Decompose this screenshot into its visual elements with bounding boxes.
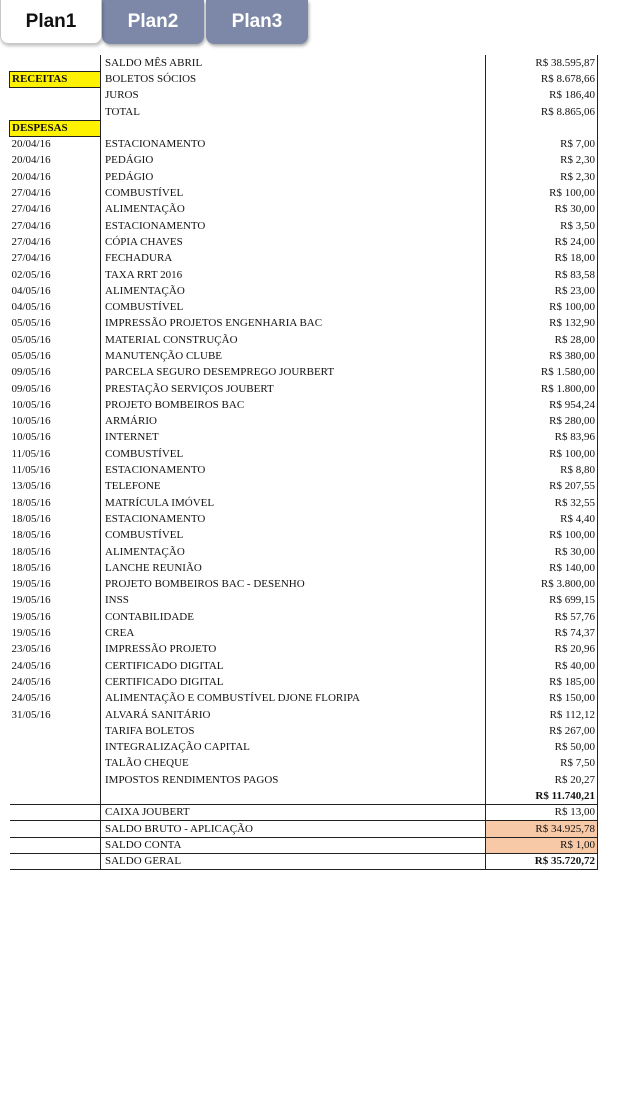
date-cell[interactable]: 18/05/16 <box>10 511 101 527</box>
date-cell[interactable]: 11/05/16 <box>10 462 101 478</box>
amount-cell[interactable]: R$ 83,96 <box>486 430 598 446</box>
date-cell[interactable]: 24/05/16 <box>10 691 101 707</box>
description-cell[interactable]: IMPRESSÃO PROJETO <box>101 642 486 658</box>
date-cell[interactable]: 04/05/16 <box>10 283 101 299</box>
amount-cell[interactable]: R$ 30,00 <box>486 544 598 560</box>
description-cell[interactable]: PEDÁGIO <box>101 169 486 185</box>
date-cell[interactable] <box>10 723 101 739</box>
description-cell[interactable]: ESTACIONAMENTO <box>101 136 486 152</box>
table-row <box>10 251 598 267</box>
date-cell[interactable]: 24/05/16 <box>10 658 101 674</box>
tab-plan1[interactable]: Plan1 <box>0 0 102 44</box>
table-row <box>10 560 598 576</box>
description-cell[interactable]: LANCHE REUNIÃO <box>101 560 486 576</box>
table-row <box>10 446 598 462</box>
amount-cell[interactable]: R$ 280,00 <box>486 414 598 430</box>
amount-cell[interactable]: R$ 267,00 <box>486 723 598 739</box>
table-row <box>10 55 598 71</box>
date-cell[interactable]: 20/04/16 <box>10 153 101 169</box>
date-cell[interactable] <box>10 55 101 71</box>
amount-cell[interactable]: R$ 32,55 <box>486 495 598 511</box>
amount-cell[interactable]: R$ 8,80 <box>486 462 598 478</box>
date-cell[interactable]: 05/05/16 <box>10 332 101 348</box>
amount-cell[interactable]: R$ 8.678,66 <box>486 71 598 87</box>
date-cell[interactable]: 24/05/16 <box>10 674 101 690</box>
amount-cell[interactable]: R$ 50,00 <box>486 739 598 755</box>
table-row <box>10 593 598 609</box>
table-row <box>10 479 598 495</box>
description-cell[interactable]: CONTABILIDADE <box>101 609 486 625</box>
description-cell[interactable]: ALIMENTAÇÃO <box>101 283 486 299</box>
description-cell[interactable]: SALDO GERAL <box>101 854 486 870</box>
date-cell[interactable]: 09/05/16 <box>10 365 101 381</box>
amount-cell[interactable]: R$ 100,00 <box>486 528 598 544</box>
balance-table <box>9 55 598 870</box>
date-cell[interactable]: 23/05/16 <box>10 642 101 658</box>
amount-cell[interactable]: R$ 1.800,00 <box>486 381 598 397</box>
table-row <box>10 365 598 381</box>
date-cell[interactable] <box>10 739 101 755</box>
table-row <box>10 185 598 201</box>
table-row <box>10 88 598 104</box>
description-cell[interactable]: PEDÁGIO <box>101 153 486 169</box>
description-cell[interactable]: TOTAL <box>101 104 486 120</box>
amount-cell[interactable]: R$ 2,30 <box>486 169 598 185</box>
table-row <box>10 805 598 821</box>
table-row <box>10 756 598 772</box>
table-row <box>10 658 598 674</box>
table-row <box>10 723 598 739</box>
amount-cell[interactable]: R$ 4,40 <box>486 511 598 527</box>
amount-cell[interactable]: R$ 1,00 <box>486 837 598 853</box>
description-cell[interactable]: ALIMENTAÇÃO <box>101 544 486 560</box>
description-cell[interactable]: COMBUSTÍVEL <box>101 299 486 315</box>
table-row <box>10 104 598 120</box>
date-cell[interactable]: 05/05/16 <box>10 348 101 364</box>
table-row <box>10 299 598 315</box>
description-cell[interactable]: MATRÍCULA IMÓVEL <box>101 495 486 511</box>
amount-cell[interactable]: R$ 28,00 <box>486 332 598 348</box>
amount-cell[interactable]: R$ 112,12 <box>486 707 598 723</box>
amount-cell[interactable]: R$ 30,00 <box>486 202 598 218</box>
description-cell[interactable]: INTEGRALIZAÇÃO CAPITAL <box>101 739 486 755</box>
amount-cell[interactable]: R$ 7,50 <box>486 756 598 772</box>
date-cell[interactable] <box>10 88 101 104</box>
amount-cell[interactable]: R$ 699,15 <box>486 593 598 609</box>
amount-cell[interactable]: R$ 186,40 <box>486 88 598 104</box>
amount-cell[interactable]: R$ 207,55 <box>486 479 598 495</box>
amount-cell[interactable]: R$ 57,76 <box>486 609 598 625</box>
date-cell[interactable]: 04/05/16 <box>10 299 101 315</box>
amount-cell[interactable]: R$ 100,00 <box>486 185 598 201</box>
date-cell[interactable]: DESPESAS <box>10 120 101 136</box>
table-row <box>10 511 598 527</box>
date-cell[interactable]: 27/04/16 <box>10 251 101 267</box>
date-cell[interactable]: 18/05/16 <box>10 528 101 544</box>
description-cell[interactable]: INTERNET <box>101 430 486 446</box>
table-row <box>10 528 598 544</box>
description-cell[interactable]: SALDO MÊS ABRIL <box>101 55 486 71</box>
description-cell[interactable]: CREA <box>101 625 486 641</box>
amount-cell[interactable]: R$ 38.595,87 <box>486 55 598 71</box>
date-cell[interactable] <box>10 104 101 120</box>
amount-cell[interactable]: R$ 24,00 <box>486 234 598 250</box>
table-row <box>10 136 598 152</box>
table-row <box>10 153 598 169</box>
date-cell[interactable]: 19/05/16 <box>10 577 101 593</box>
table-row <box>10 169 598 185</box>
table-row <box>10 332 598 348</box>
description-cell[interactable] <box>101 120 486 136</box>
date-cell[interactable]: 19/05/16 <box>10 625 101 641</box>
description-cell[interactable]: JUROS <box>101 88 486 104</box>
table-row <box>10 821 598 837</box>
amount-cell[interactable] <box>486 120 598 136</box>
amount-cell[interactable]: R$ 8.865,06 <box>486 104 598 120</box>
description-cell[interactable]: PRESTAÇÃO SERVIÇOS JOUBERT <box>101 381 486 397</box>
amount-cell[interactable]: R$ 7,00 <box>486 136 598 152</box>
date-cell[interactable]: 05/05/16 <box>10 316 101 332</box>
table-row <box>10 625 598 641</box>
date-cell[interactable]: 27/04/16 <box>10 202 101 218</box>
amount-cell[interactable]: R$ 100,00 <box>486 299 598 315</box>
date-cell[interactable]: 13/05/16 <box>10 479 101 495</box>
date-cell[interactable]: 09/05/16 <box>10 381 101 397</box>
spreadsheet-grid <box>9 55 598 870</box>
table-row <box>10 495 598 511</box>
description-cell[interactable]: ALIMENTAÇÃO E COMBUSTÍVEL DJONE FLORIPA <box>101 691 486 707</box>
table-row <box>10 642 598 658</box>
date-cell[interactable]: 19/05/16 <box>10 593 101 609</box>
amount-cell[interactable]: R$ 3.800,00 <box>486 577 598 593</box>
amount-cell[interactable]: R$ 140,00 <box>486 560 598 576</box>
date-cell[interactable]: 19/05/16 <box>10 609 101 625</box>
description-cell[interactable]: MATERIAL CONSTRUÇÃO <box>101 332 486 348</box>
description-cell[interactable]: CÓPIA CHAVES <box>101 234 486 250</box>
amount-cell[interactable]: R$ 83,58 <box>486 267 598 283</box>
table-row <box>10 348 598 364</box>
date-cell[interactable]: 18/05/16 <box>10 560 101 576</box>
table-row <box>10 739 598 755</box>
table-row <box>10 609 598 625</box>
sheet-tab-bar <box>0 0 618 46</box>
date-cell[interactable] <box>10 772 101 788</box>
description-cell[interactable]: SALDO BRUTO - APLICAÇÃO <box>101 821 486 837</box>
description-cell[interactable]: ESTACIONAMENTO <box>101 511 486 527</box>
description-cell[interactable]: ALIMENTAÇÃO <box>101 202 486 218</box>
amount-cell[interactable]: R$ 18,00 <box>486 251 598 267</box>
table-row <box>10 218 598 234</box>
date-cell[interactable]: 10/05/16 <box>10 397 101 413</box>
date-cell[interactable] <box>10 837 101 853</box>
description-cell[interactable]: COMBUSTÍVEL <box>101 446 486 462</box>
description-cell[interactable]: CERTIFICADO DIGITAL <box>101 658 486 674</box>
table-row <box>10 202 598 218</box>
description-cell[interactable]: IMPOSTOS RENDIMENTOS PAGOS <box>101 772 486 788</box>
description-cell[interactable]: MANUTENÇÃO CLUBE <box>101 348 486 364</box>
description-cell[interactable]: ARMÁRIO <box>101 414 486 430</box>
description-cell[interactable]: COMBUSTÍVEL <box>101 185 486 201</box>
table-row <box>10 414 598 430</box>
table-row <box>10 837 598 853</box>
description-cell[interactable] <box>101 788 486 804</box>
description-cell[interactable]: ESTACIONAMENTO <box>101 462 486 478</box>
table-row <box>10 854 598 870</box>
date-cell[interactable] <box>10 788 101 804</box>
table-row <box>10 577 598 593</box>
date-cell[interactable] <box>10 821 101 837</box>
amount-cell[interactable]: R$ 23,00 <box>486 283 598 299</box>
date-cell[interactable] <box>10 854 101 870</box>
amount-cell[interactable]: R$ 954,24 <box>486 397 598 413</box>
table-row <box>10 316 598 332</box>
date-cell[interactable]: 20/04/16 <box>10 136 101 152</box>
table-row <box>10 674 598 690</box>
table-row <box>10 772 598 788</box>
description-cell[interactable]: SALDO CONTA <box>101 837 486 853</box>
date-cell[interactable]: 11/05/16 <box>10 446 101 462</box>
date-cell[interactable]: 27/04/16 <box>10 234 101 250</box>
date-cell[interactable]: 27/04/16 <box>10 185 101 201</box>
table-row <box>10 267 598 283</box>
date-cell[interactable]: 02/05/16 <box>10 267 101 283</box>
description-cell[interactable]: TELEFONE <box>101 479 486 495</box>
table-row <box>10 707 598 723</box>
description-cell[interactable]: BOLETOS SÓCIOS <box>101 71 486 87</box>
description-cell[interactable]: TARIFA BOLETOS <box>101 723 486 739</box>
table-row <box>10 462 598 478</box>
description-cell[interactable]: COMBUSTÍVEL <box>101 528 486 544</box>
description-cell[interactable]: PROJETO BOMBEIROS BAC <box>101 397 486 413</box>
amount-cell[interactable]: R$ 20,27 <box>486 772 598 788</box>
date-cell[interactable]: 18/05/16 <box>10 544 101 560</box>
amount-cell[interactable]: R$ 2,30 <box>486 153 598 169</box>
tab-plan3[interactable]: Plan3 <box>206 0 308 44</box>
amount-cell[interactable]: R$ 380,00 <box>486 348 598 364</box>
description-cell[interactable]: TAXA RRT 2016 <box>101 267 486 283</box>
table-row <box>10 430 598 446</box>
date-cell[interactable]: 20/04/16 <box>10 169 101 185</box>
table-row <box>10 544 598 560</box>
amount-cell[interactable]: R$ 185,00 <box>486 674 598 690</box>
description-cell[interactable]: PROJETO BOMBEIROS BAC - DESENHO <box>101 577 486 593</box>
tab-plan2[interactable]: Plan2 <box>102 0 204 44</box>
description-cell[interactable]: CAIXA JOUBERT <box>101 805 486 821</box>
date-cell[interactable]: 31/05/16 <box>10 707 101 723</box>
description-cell[interactable]: FECHADURA <box>101 251 486 267</box>
date-cell[interactable]: RECEITAS <box>10 71 101 87</box>
amount-cell[interactable]: R$ 11.740,21 <box>486 788 598 804</box>
amount-cell[interactable]: R$ 13,00 <box>486 805 598 821</box>
description-cell[interactable]: ALVARÁ SANITÁRIO <box>101 707 486 723</box>
amount-cell[interactable]: R$ 35.720,72 <box>486 854 598 870</box>
description-cell[interactable]: TALÃO CHEQUE <box>101 756 486 772</box>
description-cell[interactable]: INSS <box>101 593 486 609</box>
table-row <box>10 120 598 136</box>
amount-cell[interactable]: R$ 150,00 <box>486 691 598 707</box>
amount-cell[interactable]: R$ 20,96 <box>486 642 598 658</box>
date-cell[interactable]: 27/04/16 <box>10 218 101 234</box>
description-cell[interactable]: ESTACIONAMENTO <box>101 218 486 234</box>
table-row <box>10 691 598 707</box>
table-row <box>10 397 598 413</box>
amount-cell[interactable]: R$ 74,37 <box>486 625 598 641</box>
description-cell[interactable]: IMPRESSÃO PROJETOS ENGENHARIA BAC <box>101 316 486 332</box>
date-cell[interactable]: 18/05/16 <box>10 495 101 511</box>
table-row <box>10 71 598 87</box>
table-row <box>10 234 598 250</box>
date-cell[interactable] <box>10 805 101 821</box>
amount-cell[interactable]: R$ 34.925,78 <box>486 821 598 837</box>
description-cell[interactable]: CERTIFICADO DIGITAL <box>101 674 486 690</box>
amount-cell[interactable]: R$ 132,90 <box>486 316 598 332</box>
description-cell[interactable]: PARCELA SEGURO DESEMPREGO JOURBERT <box>101 365 486 381</box>
amount-cell[interactable]: R$ 100,00 <box>486 446 598 462</box>
date-cell[interactable]: 10/05/16 <box>10 414 101 430</box>
table-row <box>10 283 598 299</box>
amount-cell[interactable]: R$ 40,00 <box>486 658 598 674</box>
date-cell[interactable]: 10/05/16 <box>10 430 101 446</box>
amount-cell[interactable]: R$ 1.580,00 <box>486 365 598 381</box>
table-row <box>10 788 598 804</box>
table-row <box>10 381 598 397</box>
amount-cell[interactable]: R$ 3,50 <box>486 218 598 234</box>
date-cell[interactable] <box>10 756 101 772</box>
